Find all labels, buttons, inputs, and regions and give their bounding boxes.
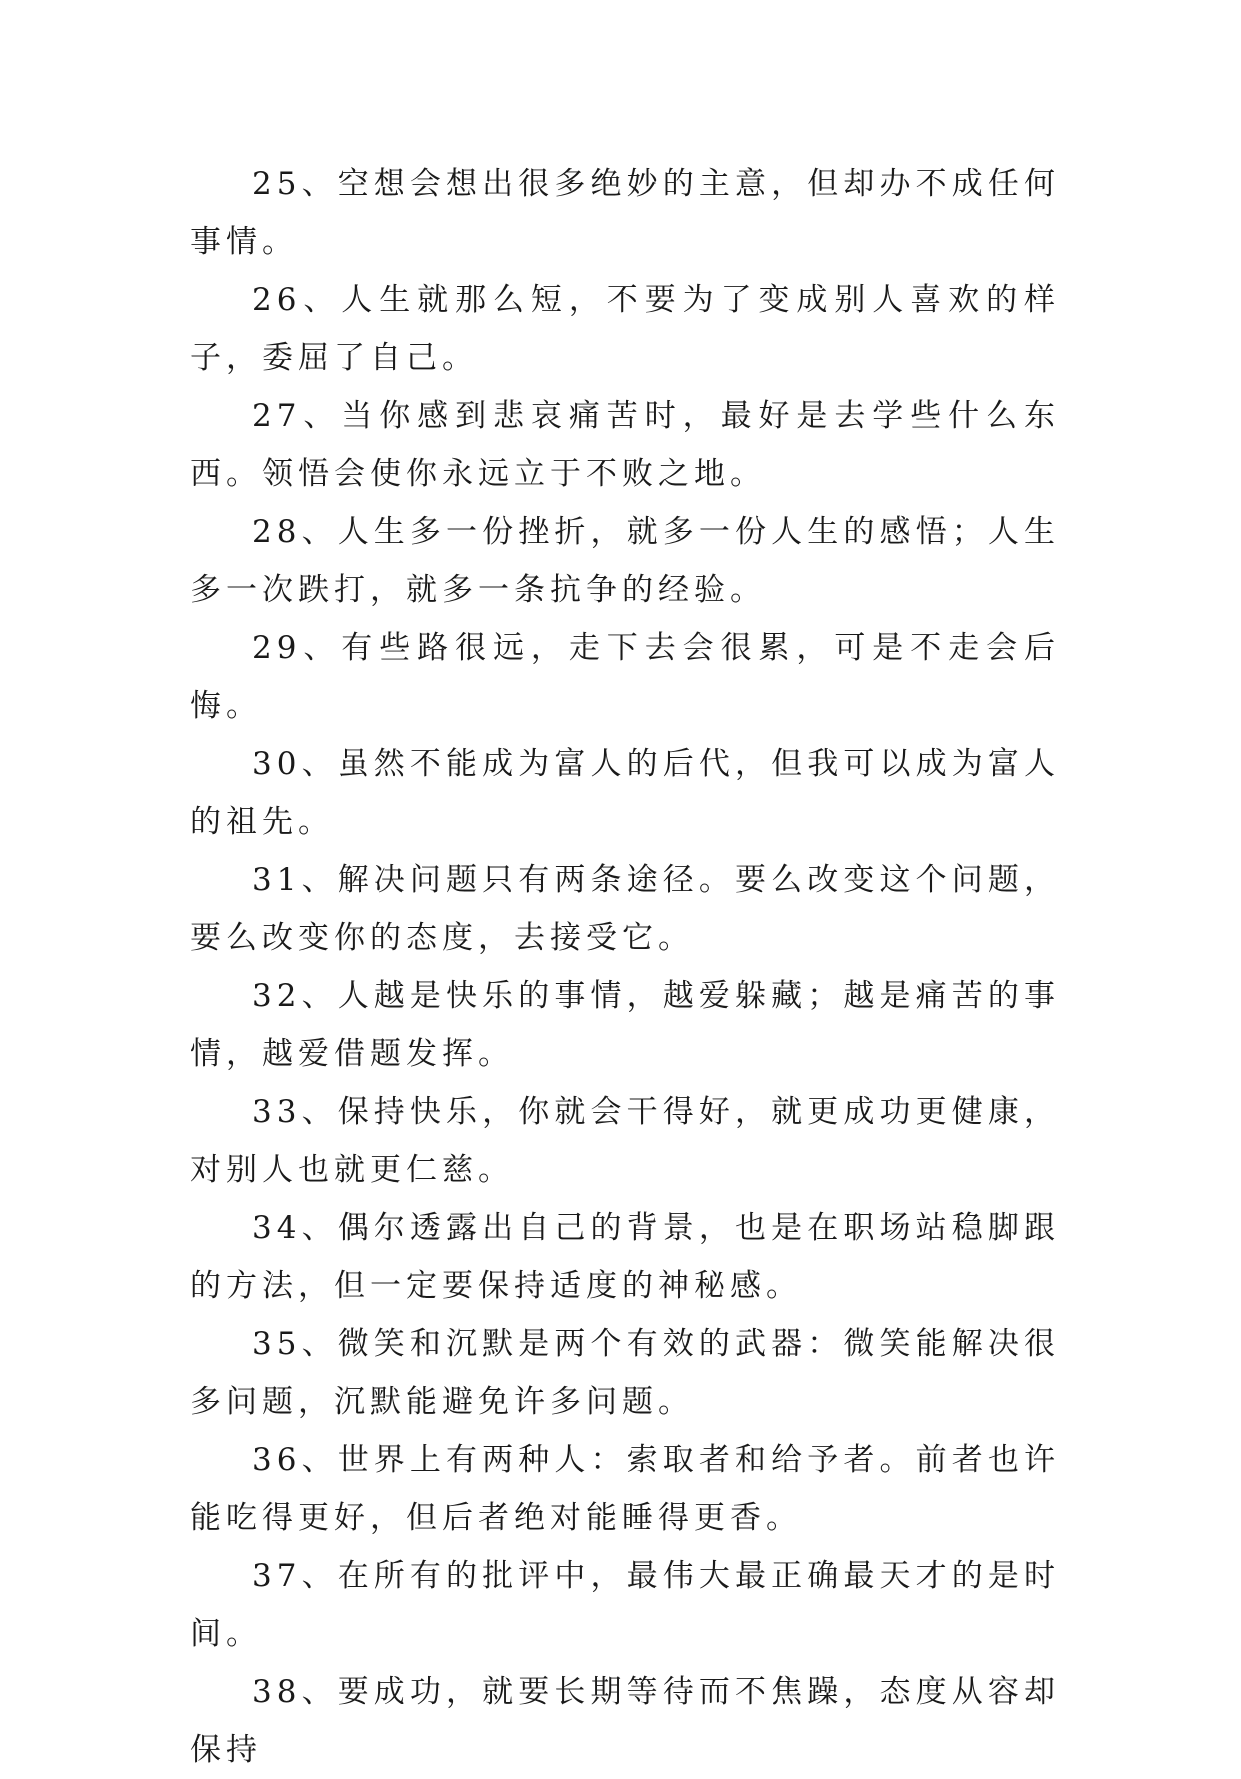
paragraph-37: 37、在所有的批评中，最伟大最正确最天才的是时间。 (190, 1558, 1060, 1652)
paragraph-34: 34、偶尔透露出自己的背景，也是在职场站稳脚跟的方法，但一定要保持适度的神秘感。 (190, 1210, 1060, 1304)
paragraph-35: 35、微笑和沉默是两个有效的武器：微笑能解决很多问题，沉默能避免许多问题。 (190, 1326, 1060, 1420)
paragraph-36: 36、世界上有两种人：索取者和给予者。前者也许能吃得更好，但后者绝对能睡得更香。 (190, 1442, 1060, 1536)
paragraph-25: 25、空想会想出很多绝妙的主意，但却办不成任何事情。 (190, 166, 1060, 260)
paragraph-33: 33、保持快乐，你就会干得好，就更成功更健康，对别人也就更仁慈。 (190, 1094, 1060, 1188)
paragraph-26: 26、人生就那么短，不要为了变成别人喜欢的样子，委屈了自己。 (190, 282, 1060, 376)
paragraph-38: 38、要成功，就要长期等待而不焦躁，态度从容却保持 (190, 1674, 1060, 1768)
paragraph-30: 30、虽然不能成为富人的后代，但我可以成为富人的祖先。 (190, 746, 1060, 840)
paragraph-29: 29、有些路很远，走下去会很累，可是不走会后悔。 (190, 630, 1060, 724)
paragraph-31: 31、解决问题只有两条途径。要么改变这个问题，要么改变你的态度，去接受它。 (190, 862, 1060, 956)
paragraph-27: 27、当你感到悲哀痛苦时，最好是去学些什么东西。领悟会使你永远立于不败之地。 (190, 398, 1060, 492)
paragraph-32: 32、人越是快乐的事情，越爱躲藏；越是痛苦的事情，越爱借题发挥。 (190, 978, 1060, 1072)
paragraph-28: 28、人生多一份挫折，就多一份人生的感悟；人生多一次跌打，就多一条抗争的经验。 (190, 514, 1060, 608)
document-body (190, 155, 1060, 1779)
